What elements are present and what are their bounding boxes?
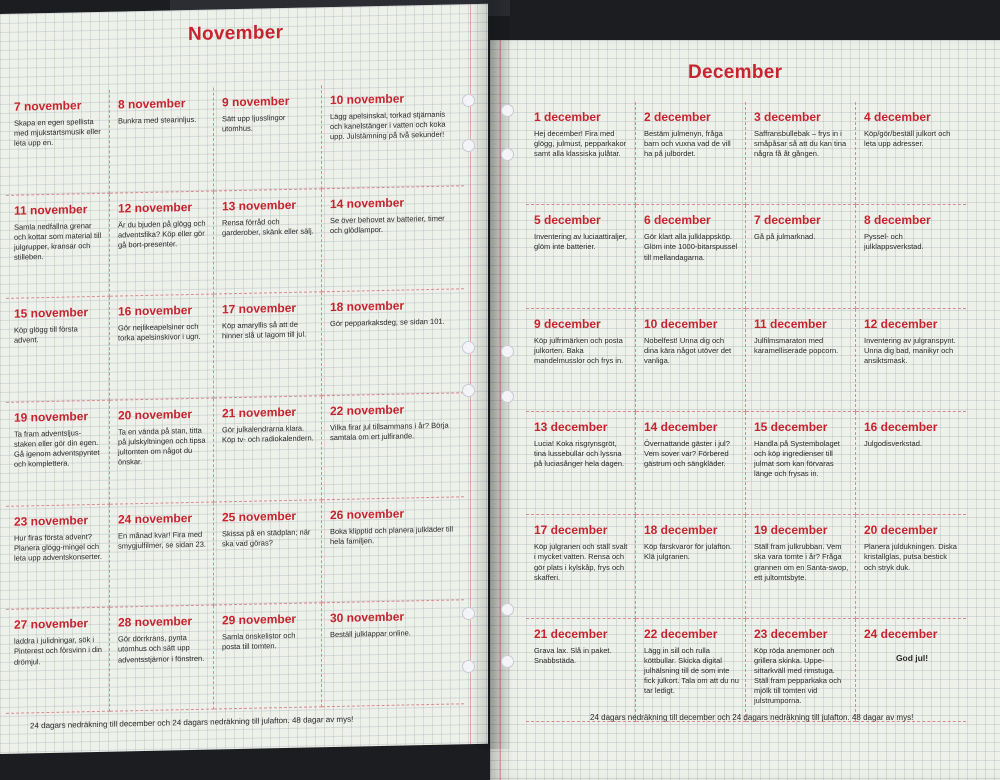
calendar-day-cell: [6, 504, 110, 610]
day-task: Beställ julklappar online.: [330, 628, 411, 640]
day-task: Rensa förråd och garderober, skänk eller sälj.: [222, 216, 314, 238]
calendar-day-cell: [856, 412, 966, 515]
calendar-day-cell: [6, 90, 110, 196]
day-task: Se över behovet av batterier, timer och glödlampor.: [330, 213, 445, 235]
december-calendar-grid: [526, 102, 966, 722]
calendar-day-cell: [746, 205, 856, 308]
day-task: Saffransbullebak – frys in i småpåsar så att du kan tina några få åt gången.: [754, 129, 847, 159]
day-date: 24 december: [864, 626, 938, 641]
day-task: God jul!: [895, 652, 929, 663]
calendar-day-cell: [636, 412, 746, 515]
day-date: 22 november: [330, 402, 405, 419]
day-task: Julfilmsmaraton med karamelliserade popcorn.: [754, 335, 839, 355]
calendar-day-cell: [746, 515, 856, 618]
day-date: 9 november: [222, 93, 290, 110]
day-date: 17 december: [534, 523, 608, 538]
binder-hole: [462, 341, 475, 354]
calendar-day-cell: [746, 102, 856, 205]
calendar-day-cell: [856, 515, 966, 618]
calendar-day-cell: [322, 290, 464, 397]
day-task: Köp julfrimärken och posta julkorten. Baka mandelmusslor och frys in.: [534, 335, 624, 365]
calendar-day-cell: [636, 102, 746, 205]
day-task: Pyssel- och julklappsverkstad.: [864, 232, 924, 252]
binder-hole: [501, 655, 514, 668]
calendar-day-cell: [856, 102, 966, 205]
day-date: 7 november: [14, 98, 82, 114]
day-task: Gör nejlikeapelsiner och torka apelsinskivor i ugn.: [118, 322, 201, 343]
day-task: Inventering av luciaattiraljer, glöm inte batterier.: [534, 232, 627, 252]
calendar-day-cell: [214, 85, 322, 191]
day-task: Ta en vända på stan, titta på julskyltningen och tipsa jultomten om något du önskar.: [118, 425, 206, 467]
calendar-day-cell: [526, 309, 636, 412]
day-task: Lägg in sill och rulla köttbullar. Skicka digital julhälsning till de som inte fick julkort. Tala om att du nu tar ledigt.: [644, 645, 739, 696]
calendar-day-cell: [110, 399, 214, 505]
calendar-day-cell: [526, 412, 636, 515]
day-date: 25 november: [222, 508, 297, 525]
day-date: 4 december: [864, 110, 931, 124]
december-page: [490, 40, 1000, 780]
day-date: 24 november: [118, 510, 193, 527]
day-task: Boka klipptid och planera julkläder till hela familjen.: [330, 524, 453, 546]
day-date: 17 november: [222, 301, 297, 317]
day-date: 2 december: [644, 110, 711, 124]
day-date: 21 december: [534, 626, 608, 641]
day-task: En månad kvar! Fira med smygjulfilmer, se sidan 23.: [118, 529, 206, 551]
day-date: 14 november: [330, 195, 405, 211]
day-date: 13 december: [534, 420, 608, 434]
day-task: Ställ fram julkrubban. Vem ska vara tomte i år? Fråga grannen om en Santa-swop, ett jultomtsbyte.: [754, 542, 849, 582]
day-task: laddra i julidningar, sök i Pinterest och försvinn i din drömjul.: [14, 635, 102, 667]
calendar-day-cell: [214, 500, 322, 606]
day-date: 14 december: [644, 420, 718, 434]
day-task: Gör julkalendrarna klara. Köp tv- och radiokalendern.: [222, 423, 314, 445]
binder-hole: [501, 345, 514, 358]
calendar-day-cell: [526, 515, 636, 618]
day-task: Bestäm julmenyn, fråga barn och vuxna vad de vill ha på julbordet.: [644, 129, 731, 159]
binder-hole: [501, 390, 514, 403]
november-calendar-grid: [6, 82, 464, 714]
day-task: Inventering av julgranspynt. Unna dig bad, manikyr och ansiktsmask.: [864, 335, 956, 365]
day-task: Gör dörrkrans, pynta utomhus och sätt upp adventsstjärnor i fönstren.: [118, 633, 205, 665]
day-task: Köp färskvaror för julafton. Klä julgranen.: [644, 542, 732, 562]
countdown-footer-right: 24 dagars nedräkning till december och 24 dagars nedräkning till julafton. 48 dagar av mys!: [590, 713, 914, 722]
calendar-day-cell: [6, 193, 110, 299]
calendar-day-cell: [746, 412, 856, 515]
day-date: 15 december: [754, 420, 828, 434]
calendar-day-cell: [526, 102, 636, 205]
calendar-day-cell: [856, 309, 966, 412]
day-date: 19 december: [754, 523, 828, 538]
day-date: 11 december: [754, 316, 827, 331]
calendar-day-cell: [214, 189, 322, 295]
month-title-december: December: [688, 62, 783, 83]
calendar-day-cell: [6, 401, 110, 507]
calendar-day-cell: [322, 497, 464, 604]
day-date: 21 november: [222, 404, 297, 421]
day-date: 5 december: [534, 213, 601, 228]
day-date: 30 november: [330, 609, 405, 626]
day-date: 9 december: [534, 316, 601, 331]
day-task: Grava lax. Slå in paket. Snabbstäda.: [534, 645, 612, 665]
day-task: Lucia! Koka risgrynsgröt, tina lussebullar och lyssna på luciasånger hela dagen.: [534, 439, 625, 469]
day-date: 1 december: [534, 110, 601, 124]
day-date: 27 november: [14, 616, 89, 633]
binder-hole: [501, 603, 514, 616]
day-task: Köp glögg till första advent.: [14, 324, 78, 346]
binder-hole: [462, 94, 475, 107]
calendar-day-cell: [214, 293, 322, 399]
day-date: 12 november: [118, 199, 193, 216]
day-date: 28 november: [118, 614, 193, 630]
binder-hole: [462, 660, 475, 673]
day-task: Gör pepparkaksdeg, se sidan 101.: [330, 317, 445, 329]
day-task: Skapa en egen spellista med mjukstartsmusik eller leta upp en.: [14, 117, 101, 148]
day-task: Köp amaryllis så att de hinner slå ut lagom till jul.: [222, 320, 307, 341]
calendar-day-cell: [110, 295, 214, 401]
day-task: Övernattande gäster i jul? Vem sover var? Förbered gästrum och sängkläder.: [644, 439, 730, 469]
page-margin-line: [470, 4, 471, 744]
day-date: 20 december: [864, 523, 938, 538]
countdown-footer-left: 24 dagars nedräkning till december och 24 dagars nedräkning till julafton. 48 dagar av mys!: [30, 714, 354, 731]
calendar-day-cell: [856, 619, 966, 722]
calendar-day-cell: [636, 515, 746, 618]
day-task: Julgodisverkstad.: [864, 439, 922, 448]
day-task: Ta fram adventsljus-staken eller gör din egen. Gå igenom adventspyntet och komplettera.: [14, 428, 100, 470]
day-date: 10 november: [330, 91, 405, 108]
day-task: Bunkra med stearinljus.: [118, 114, 197, 126]
day-date: 11 november: [14, 201, 88, 218]
day-date: 8 november: [118, 96, 186, 112]
calendar-day-cell: [110, 502, 214, 608]
day-date: 12 december: [864, 316, 938, 331]
day-task: Sätt upp ljusslingor utomhus.: [222, 113, 286, 134]
calendar-day-cell: [6, 297, 110, 403]
binder-hole: [462, 139, 475, 152]
day-task: Nobelfest! Unna dig och dina kära något utöver det vanliga.: [644, 335, 732, 365]
day-task: Vilka firar jul tillsammans i år? Börja samtala om ert julfirande.: [330, 420, 449, 443]
calendar-day-cell: [636, 205, 746, 308]
day-date: 13 november: [222, 197, 297, 214]
day-task: Samla önskelistor och posta till tomten.: [222, 631, 296, 652]
calendar-day-cell: [322, 393, 464, 500]
day-task: Planera juldukningen. Diska kristallglas, putsa bestick och stryk duk.: [864, 542, 957, 572]
calendar-day-cell: [6, 608, 110, 714]
calendar-day-cell: [110, 606, 214, 712]
day-task: Är du bjuden på glögg och adventsfika? Köp eller gör gå bort-presenter.: [118, 218, 206, 250]
calendar-day-cell: [214, 604, 322, 710]
calendar-day-cell: [214, 396, 322, 502]
day-date: 18 november: [330, 298, 405, 315]
calendar-day-cell: [110, 191, 214, 297]
day-date: 23 november: [14, 512, 89, 529]
binder-hole: [462, 607, 475, 620]
calendar-day-cell: [526, 205, 636, 308]
day-task: Köp julgranen och ställ svalt i mycket vatten. Rensa och gör plats i kylskåp, frys och skafferi.: [534, 542, 628, 582]
day-task: Gå på julmarknad.: [754, 232, 816, 242]
day-task: Hur firas första advent? Planera glögg-mingel och leta upp adventskonserter.: [14, 531, 102, 563]
calendar-day-cell: [746, 309, 856, 412]
day-task: Köp röda anemoner och grillera skinka. Uppesittarkväll med rimstuga. Ställ fram pepparkaka och mjölk till tomten vid julstrumporna.: [754, 645, 842, 706]
binder-hole: [462, 384, 475, 397]
day-date: 3 december: [754, 110, 821, 124]
day-task: Hej december! Fira med glögg, julmust, pepparkakor samt alla klassiska julåtar.: [534, 129, 627, 159]
calendar-day-cell: [110, 88, 214, 194]
calendar-day-cell: [526, 619, 636, 722]
day-task: Samla nedfallna grenar och kottar som material till julgrupper, kransar och stilleben.: [14, 220, 102, 262]
calendar-day-cell: [322, 82, 464, 189]
day-date: 8 december: [864, 213, 931, 228]
day-date: 23 december: [754, 626, 828, 641]
day-date: 26 november: [330, 506, 405, 522]
day-date: 6 december: [644, 213, 711, 228]
day-task: Skissa på en städplan; när ska vad göras?: [222, 527, 311, 549]
november-page: [0, 4, 488, 754]
day-date: 16 november: [118, 303, 193, 319]
binder-hole: [501, 104, 514, 117]
day-task: Köp/gör/beställ julkort och leta upp adresser.: [864, 129, 951, 149]
calendar-day-cell: [636, 309, 746, 412]
day-date: 19 november: [14, 409, 89, 425]
calendar-day-cell: [856, 205, 966, 308]
day-date: 22 december: [644, 626, 718, 641]
day-task: Lägg apelsinskal, torkad stjärnanis och kanelstänger i vatten och koka upp. Julstämning på två sekunder!: [330, 109, 446, 142]
day-date: 10 december: [644, 316, 718, 331]
day-date: 7 december: [754, 213, 821, 228]
day-task: Gör klart alla julklappsköp. Glöm inte 1000-bitarspussel till mellandagarna.: [644, 232, 738, 262]
calendar-day-cell: [636, 619, 746, 722]
calendar-day-cell: [746, 619, 856, 722]
day-date: 20 november: [118, 406, 193, 423]
day-task: Handla på Systembolaget och köp ingredienser till julmat som kan förvaras länge och frysas in.: [754, 439, 840, 479]
day-date: 16 december: [864, 420, 938, 434]
day-date: 15 november: [14, 305, 89, 322]
day-date: 29 november: [222, 612, 297, 628]
calendar-day-cell: [322, 186, 464, 293]
calendar-day-cell: [322, 601, 464, 708]
day-date: 18 december: [644, 523, 718, 538]
month-title-november: November: [188, 22, 284, 46]
binder-hole: [501, 148, 514, 161]
